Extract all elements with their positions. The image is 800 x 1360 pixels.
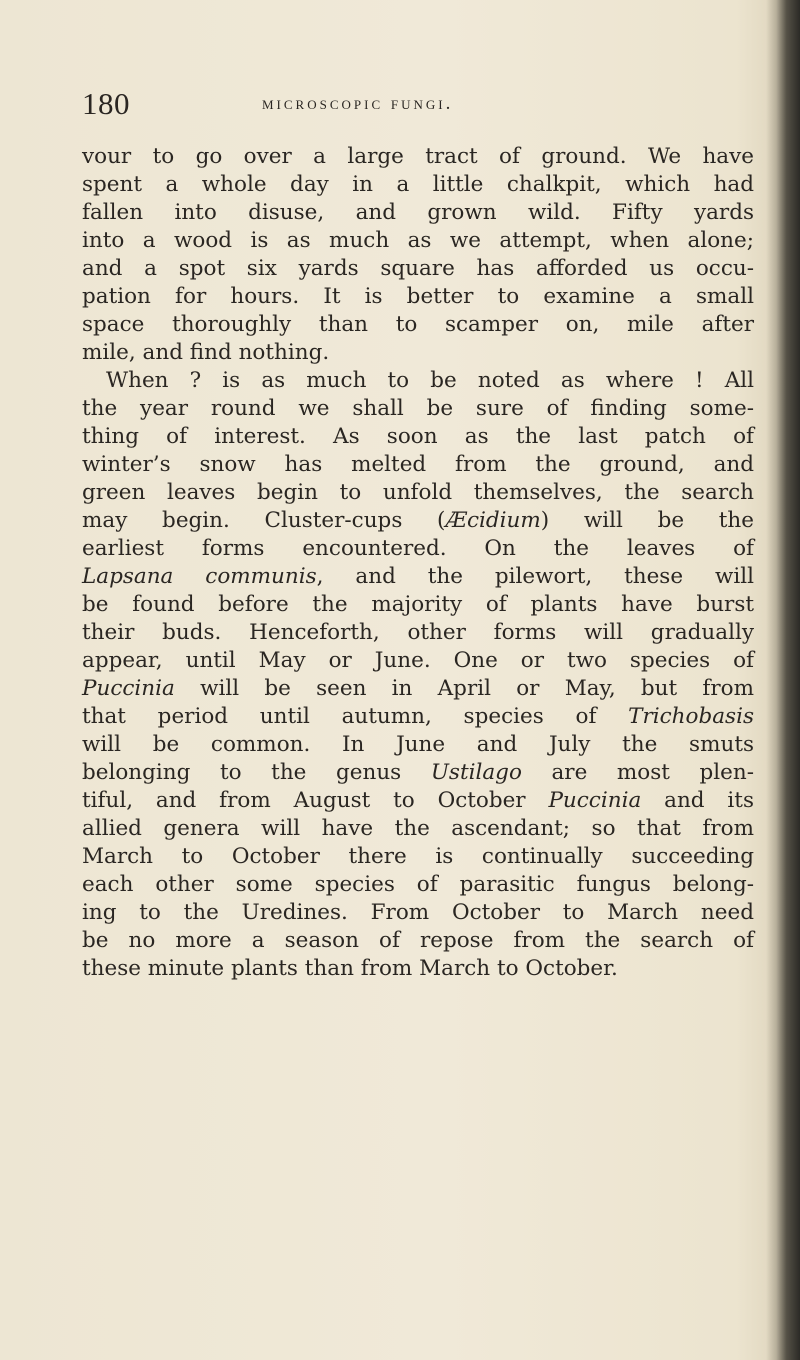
text-line: will be common. In June and July the smuts [82,732,754,757]
text-line: allied genera will have the ascendant; so that from [82,816,754,841]
italic-term: Puccinia [548,788,642,813]
text-line: green leaves begin to unfold themselves, the search [82,480,754,505]
text-line: ing to the Uredines. From October to March need [82,900,754,925]
text-run: that period until autumn, species of [82,704,629,729]
text-run: belonging to the genus [82,760,431,785]
text-line: these minute plants than from March to October. [82,956,618,981]
text-run: are most plen- [521,760,754,785]
text-line: winter’s snow has melted from the ground, and [82,452,754,477]
body-text [82,143,754,983]
text-line: When ? is as much to be noted as where ! All [106,368,754,393]
text-line: vour to go over a large tract of ground. We have [82,144,754,169]
text-line [82,759,754,787]
page-header [82,86,742,126]
text-line [82,787,754,815]
text-line: thing of interest. As soon as the last patch of [82,424,754,449]
running-head: microscopic fungi. [262,93,454,114]
text-run: tiful, and from August to October [82,788,549,813]
text-line [82,675,754,703]
italic-term: Lapsana communis [82,564,317,589]
text-run: will be seen in April or May, but from [174,676,754,701]
text-line: fallen into disuse, and grown wild. Fifty yards [82,200,754,225]
text-line: be no more a season of repose from the search of [82,928,754,953]
page-number: 180 [82,86,130,121]
italic-term: Ustilago [430,760,522,785]
text-line: space thoroughly than to scamper on, mile after [82,312,754,337]
text-line: into a wood is as much as we attempt, when alone; [82,228,754,253]
text-run: ) will be the [540,508,754,533]
page-binding-edge [766,0,800,1360]
text-line: the year round we shall be sure of finding some- [82,396,754,421]
italic-term: Trichobasis [628,704,754,729]
text-run: , and the pilewort, these will [316,564,755,589]
text-line: spent a whole day in a little chalkpit, which had [82,172,754,197]
text-line: be found before the majority of plants have burst [82,592,754,617]
text-run: may begin. Cluster-cups ( [82,508,446,533]
text-line [82,563,754,591]
text-line: and a spot six yards square has afforded us occu- [82,256,754,281]
italic-term: Æcidium [445,508,541,533]
italic-term: Puccinia [82,676,175,701]
text-line [82,703,754,731]
text-line: earliest forms encountered. On the leaves of [82,536,754,561]
text-line: appear, until May or June. One or two species of [82,648,754,673]
text-run: and its [641,788,754,813]
text-line: their buds. Henceforth, other forms will gradually [82,620,754,645]
text-line [82,507,754,535]
text-line: pation for hours. It is better to examine a small [82,284,754,309]
text-line: mile, and find nothing. [82,340,330,365]
text-line: March to October there is continually succeeding [82,844,754,869]
text-line: each other some species of parasitic fungus belong- [82,872,754,897]
